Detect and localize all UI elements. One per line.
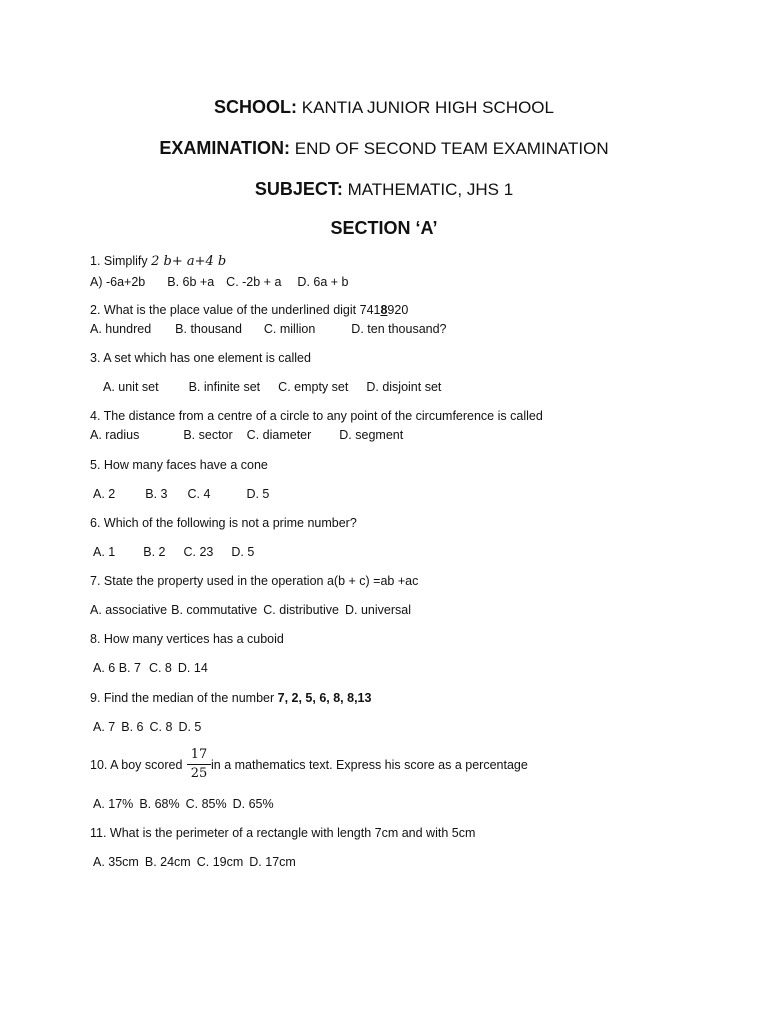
question-text: 6. Which of the following is not a prime number? (90, 516, 357, 530)
option-d: D. 5 (178, 720, 202, 734)
fraction-denominator: 25 (190, 766, 208, 781)
fraction-numerator: 17 (190, 747, 208, 762)
question-text: 2. What is the place value of the underlined digit 741 (90, 303, 381, 317)
option-c: C. 85% (185, 797, 227, 811)
option-c: C. diameter (246, 428, 312, 442)
option-b: B. 68% (139, 797, 180, 811)
question-text-end: 920 (387, 303, 409, 317)
question-text: 9. Find the median of the number (90, 691, 278, 705)
options-10 (93, 797, 274, 811)
option-b: B. 2 (143, 545, 166, 559)
option-a: A. 2 (93, 487, 116, 501)
option-d: D. universal (345, 603, 411, 617)
options-5 (93, 487, 269, 501)
option-d: D. 5 (246, 487, 270, 501)
options-9 (93, 720, 201, 734)
question-text: 10. A boy scored (90, 758, 183, 772)
option-b: B. commutative (171, 603, 258, 617)
option-d: D. 14 (177, 661, 208, 675)
option-b: B. 24cm (144, 855, 191, 869)
option-d: D. 17cm (249, 855, 296, 869)
option-b: B. thousand (175, 322, 242, 336)
question-text: 1. Simplify (90, 254, 152, 268)
question-text: 8. How many vertices has a cuboid (90, 632, 284, 646)
question-text: 7. State the property used in the operation a(b + c) =ab +ac (90, 574, 419, 588)
option-c: C. 8 (148, 661, 172, 675)
option-c: C. 4 (187, 487, 211, 501)
question-7 (90, 574, 418, 588)
option-d: D. ten thousand? (351, 322, 447, 336)
fraction (187, 747, 211, 782)
option-b: B. 3 (145, 487, 168, 501)
option-c: C. 8 (149, 720, 173, 734)
question-10 (90, 758, 182, 772)
question-3 (90, 351, 311, 365)
fraction-bar (187, 764, 211, 765)
option-b: B. 6 (121, 720, 144, 734)
option-a: A. associative (90, 603, 168, 617)
option-c: C. -2b + a (226, 275, 282, 289)
option-c: C. 23 (183, 545, 214, 559)
question-text: 11. What is the perimeter of a rectangle with length 7cm and with 5cm (90, 826, 476, 840)
question-9 (90, 691, 371, 705)
option-b: B. sector (183, 428, 233, 442)
question-11 (90, 826, 475, 840)
options-11 (93, 855, 296, 869)
exam-label: EXAMINATION: (159, 138, 291, 158)
exam-value: END OF SECOND TEAM EXAMINATION (294, 139, 609, 158)
school-line (0, 97, 768, 118)
options-4 (90, 428, 403, 442)
subject-label: SUBJECT: (254, 179, 343, 199)
section-title (0, 218, 768, 239)
option-c: C. million (263, 322, 316, 336)
options-7 (90, 603, 411, 617)
option-a: A. radius (90, 428, 140, 442)
question-6 (90, 516, 357, 530)
option-d: D. 65% (232, 797, 274, 811)
question-text: 4. The distance from a centre of a circle to any point of the circumference is called (90, 409, 543, 423)
option-d: D. disjoint set (366, 380, 442, 394)
math-expression: 2 b+ a+4 b (151, 254, 227, 269)
underlined-digit: 8 (380, 303, 388, 317)
options-6 (93, 545, 254, 559)
option-a: A. 17% (93, 797, 134, 811)
option-c: C. 19cm (196, 855, 244, 869)
options-8 (93, 661, 208, 675)
option-b: B. infinite set (188, 380, 261, 394)
question-8 (90, 632, 284, 646)
question-2 (90, 303, 408, 317)
number-list: 7, 2, 5, 6, 8, 8,13 (277, 691, 372, 705)
option-a: A. 35cm (93, 855, 139, 869)
option-a: A. hundred (90, 322, 152, 336)
option-a: A. unit set (103, 380, 159, 394)
question-10-rest (211, 758, 528, 772)
option-ab: A. 6 B. 7 (93, 661, 141, 675)
option-d: D. 5 (231, 545, 255, 559)
question-5 (90, 458, 268, 472)
option-a: A. 7 (93, 720, 116, 734)
question-text: 3. A set which has one element is called (90, 351, 311, 365)
options-3 (103, 380, 441, 394)
option-c: C. distributive (263, 603, 339, 617)
option-b: B. 6b +a (167, 275, 215, 289)
section-label: SECTION ‘A’ (330, 218, 438, 238)
question-1 (90, 254, 226, 269)
option-a: A. 1 (93, 545, 116, 559)
option-d: D. segment (339, 428, 404, 442)
options-1 (90, 275, 349, 289)
options-2 (90, 322, 447, 336)
option-a: A) -6a+2b (90, 275, 146, 289)
school-label: SCHOOL: (214, 97, 298, 117)
option-d: D. 6a + b (297, 275, 349, 289)
question-4 (90, 409, 543, 423)
option-c: C. empty set (278, 380, 349, 394)
exam-line (0, 138, 768, 159)
question-text: 5. How many faces have a cone (90, 458, 268, 472)
subject-line (0, 179, 768, 200)
subject-value: MATHEMATIC, JHS 1 (347, 180, 514, 199)
school-value: KANTIA JUNIOR HIGH SCHOOL (301, 98, 554, 117)
question-text-end: in a mathematics text. Express his score as a percentage (211, 758, 528, 772)
